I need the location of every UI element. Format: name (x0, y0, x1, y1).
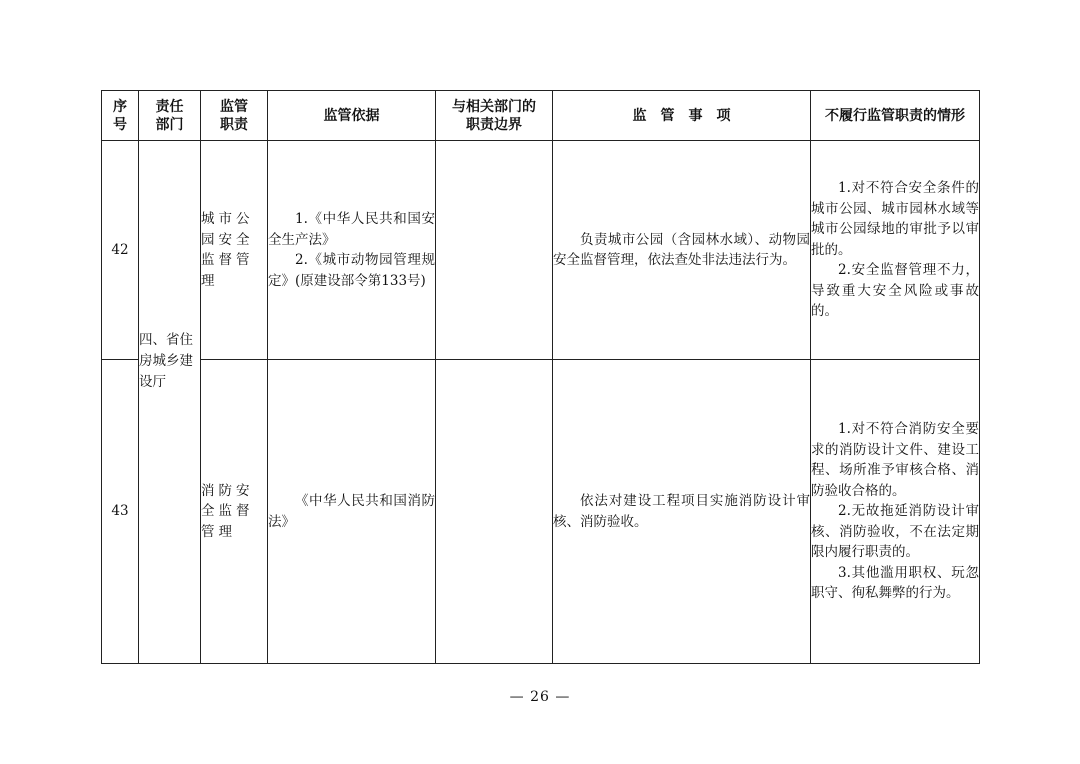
supervision-duty-table (101, 90, 980, 664)
basis-item: 《中华人民共和国消防法》 (268, 493, 435, 530)
failure-item: 3.其他滥用职权、玩忽职守、徇私舞弊的行为。 (811, 564, 979, 602)
header-responsible-department: 责任 部门 (139, 91, 201, 141)
table-row (102, 141, 980, 360)
failure-item: 1.对不符合安全条件的城市公园、城市园林水域等城市公园绿地的审批予以审批的。 (811, 180, 979, 258)
responsible-department: 四、省住房城乡建设厅 (139, 141, 201, 664)
header-serial-number: 序 号 (102, 91, 139, 141)
row-number: 43 (102, 360, 139, 664)
header-supervision-matters: 监 管 事 项 (553, 91, 811, 141)
failure-item: 1.对不符合消防安全要求的消防设计文件、建设工程、场所准予审核合格、消防验收合格的。 (811, 421, 979, 499)
failure-item: 2.无故拖延消防设计审核、消防验收，不在法定期限内履行职责的。 (811, 503, 979, 561)
table-header-row (102, 91, 980, 141)
supervision-duty: 城市公园安全监督管理 (201, 141, 268, 360)
header-department-boundary: 与相关部门的 职责边界 (436, 91, 553, 141)
supervision-duty: 消防安全监督管理 (201, 360, 268, 664)
supervision-matter: 负责城市公园（含园林水域）、动物园安全监督管理，依法查处非法违法行为。 (553, 141, 811, 360)
header-supervision-duty: 监管 职责 (201, 91, 268, 141)
row-number: 42 (102, 141, 139, 360)
header-supervision-basis: 监管依据 (268, 91, 436, 141)
basis-item: 1.《中华人民共和国安全生产法》 (268, 211, 435, 248)
supervision-basis (268, 141, 436, 360)
basis-item: 2.《城市动物园管理规定》(原建设部令第133号) (268, 252, 435, 289)
failure-situations (811, 141, 980, 360)
supervision-basis (268, 360, 436, 664)
failure-situations (811, 360, 980, 664)
failure-item: 2.安全监督管理不力，导致重大安全风险或事故的。 (811, 262, 979, 320)
header-failure-situations: 不履行监管职责的情形 (811, 91, 980, 141)
supervision-matter: 依法对建设工程项目实施消防设计审核、消防验收。 (553, 360, 811, 664)
page-number: — 26 — (509, 689, 571, 705)
table-row (102, 360, 980, 664)
department-boundary (436, 141, 553, 360)
department-boundary (436, 360, 553, 664)
